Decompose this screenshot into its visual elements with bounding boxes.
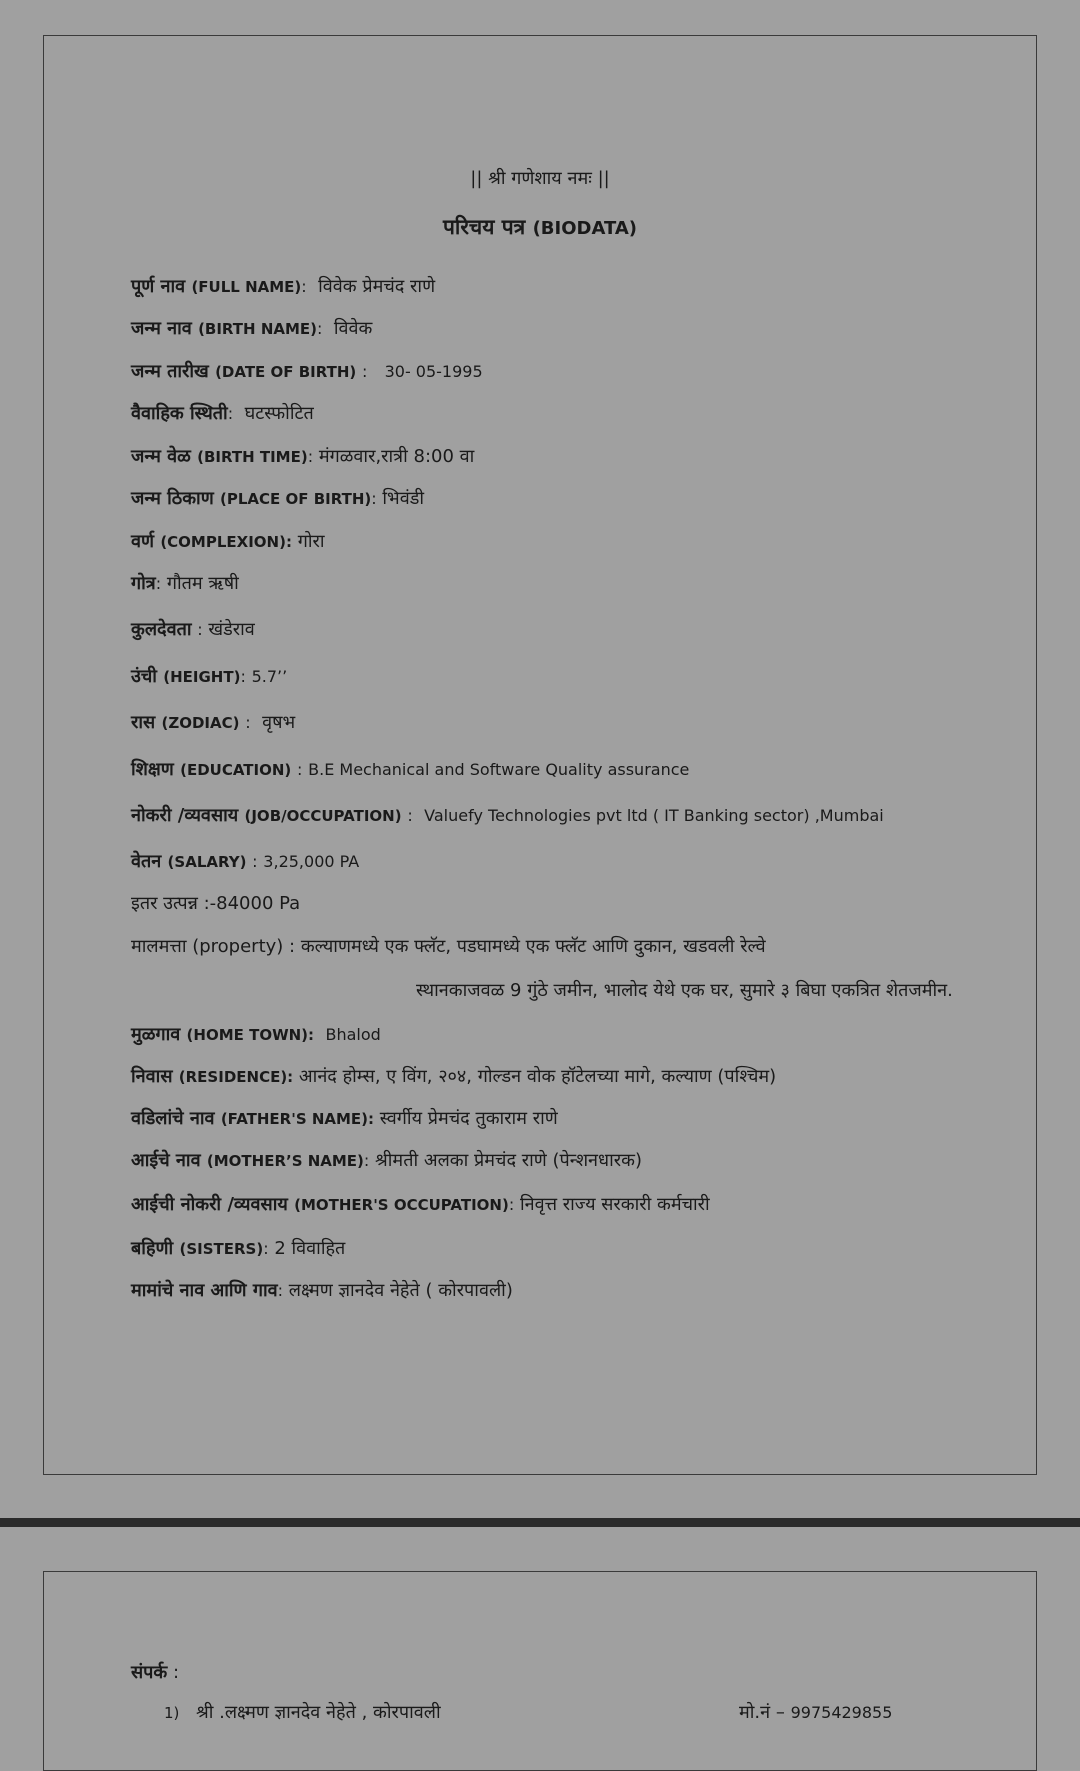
field-label-en: (COMPLEXION): [160,533,292,551]
field-label: जन्म नाव [131,318,192,339]
field-sep: : [363,1151,370,1170]
field-mother-name [131,1148,642,1174]
field-sep: : [301,277,307,296]
field-height [131,664,287,690]
field-sep: : [297,760,303,779]
field-value: इतर उत्पन्न :-84000 Pa [131,893,301,914]
field-label-en: (SISTERS) [179,1240,264,1258]
field-residence [131,1064,776,1090]
field-label: नोकरी /व्यवसाय [131,805,239,826]
field-label: आईचे नाव [131,1150,201,1171]
phone-number: 9975429855 [790,1703,893,1722]
field-label: जन्म वेळ [131,446,191,467]
field-label-en: (HOME TOWN): [186,1026,315,1044]
field-zodiac [131,710,295,736]
field-label-en: (FULL NAME) [191,278,302,296]
field-value: 3,25,000 PA [263,852,360,871]
field-sep: : [362,362,368,381]
field-value: खंडेराव [208,619,255,640]
field-place-of-birth [131,486,424,512]
field-education [131,757,689,783]
field-value: निवृत्त राज्य सरकारी कर्मचारी [519,1194,710,1215]
field-value: B.E Mechanical and Software Quality assurance [308,760,690,779]
field-value: घटस्फोटित [244,403,314,424]
field-value: विवेक प्रेमचंद राणे [318,276,436,297]
field-value: गौतम ऋषी [166,573,239,594]
field-gotra [131,571,239,597]
field-sep: : [197,620,203,639]
field-label-en: (BIRTH NAME) [198,320,318,338]
field-label-en: (DATE OF BIRTH) [215,363,357,381]
field-occupation [131,803,884,829]
field-label: पूर्ण नाव [131,276,186,297]
field-home-town [131,1022,381,1048]
phone-label: मो.नं – [739,1702,785,1723]
field-label-en: (ZODIAC) [161,714,240,732]
field-birth-name [131,316,372,342]
field-label-en: (BIRTH TIME) [197,448,308,466]
title-english: (BIODATA) [532,218,638,239]
page-separator [0,1518,1080,1527]
field-label-en: (PLACE OF BIRTH) [220,490,372,508]
contact-heading-sep: : [172,1662,180,1683]
document-title [44,213,1036,241]
field-sisters [131,1236,345,1262]
field-mother-occupation [131,1192,710,1218]
title-marathi: परिचय पत्र [442,215,526,239]
field-full-name [131,274,435,300]
field-label: वेतन [131,851,162,872]
field-father-name [131,1106,558,1132]
field-label: मुळगाव [131,1024,181,1045]
field-label: कुलदेवता [131,619,192,640]
field-label: निवास [131,1066,173,1087]
biodata-page-1 [43,35,1037,1475]
field-label: वैवाहिक स्थिती [131,403,228,424]
contact-heading-label: संपर्क [131,1662,168,1683]
field-value: भिवंडी [382,488,425,509]
field-sep: : [263,1239,269,1258]
field-label-en: (SALARY) [167,853,247,871]
field-label: वर्ण [131,531,155,552]
field-label: आईची नोकरी /व्यवसाय [131,1194,288,1215]
field-value: लक्ष्मण ज्ञानदेव नेहेते ( कोरपावली) [288,1280,513,1301]
field-value: Bhalod [325,1025,381,1044]
field-salary [131,849,359,875]
field-sep: : [245,713,251,732]
field-value: गोरा [297,531,325,552]
field-property [131,934,766,960]
field-label: वडिलांचे नाव [131,1108,215,1129]
field-date-of-birth [131,359,483,385]
field-property-continued: स्थानकाजवळ 9 गुंठे जमीन, भालोद येथे एक घर, सुमारे ३ बिघा एकत्रित शेतजमीन. [416,980,953,1001]
field-value: Valuefy Technologies pvt ltd ( IT Banking sector) ,Mumbai [424,806,884,825]
field-label-en: (FATHER'S NAME): [220,1110,375,1128]
field-complexion [131,529,325,555]
contact-heading [131,1660,179,1684]
field-label: जन्म तारीख [131,361,209,382]
field-label: बहिणी [131,1238,174,1259]
field-label: शिक्षण [131,759,174,780]
field-value: 30- 05-1995 [384,362,483,381]
field-value: 2 विवाहित [274,1238,346,1259]
field-kuldevta [131,617,255,643]
field-sep: : [307,447,314,466]
field-label: गोत्र [131,573,156,594]
field-value: विवेक [333,318,373,339]
field-value: श्रीमती अलका प्रेमचंद राणे (पेन्शनधारक) [375,1150,642,1171]
field-sep: : [508,1195,515,1214]
field-birth-time [131,444,474,470]
contact-entry-phone [739,1700,892,1724]
field-label-en: (JOB/OCCUPATION) [244,807,402,825]
field-maternal-uncle [131,1278,513,1304]
field-value: मालमत्ता (property) : कल्याणमध्ये एक फ्लॅट, पडघामध्ये एक फ्लॅट आणि दुकान, खडवली रेल्वे [131,936,766,957]
field-value: मंगळवार,रात्री 8:00 वा [318,446,475,467]
field-label-en: (MOTHER’S NAME) [206,1152,364,1170]
field-label: उंची [131,666,157,687]
field-sep: : [317,319,323,338]
field-value: आनंद होम्स, ए विंग, २०४, गोल्डन वोक हॉटेलच्या मागे, कल्याण (पश्चिम) [298,1066,777,1087]
field-label-en: (RESIDENCE): [178,1068,294,1086]
field-sep: : [277,1281,284,1300]
field-value: स्वर्गीय प्रेमचंद तुकाराम राणे [379,1108,558,1129]
contact-entry [164,1700,964,1724]
field-sep: : [252,852,258,871]
field-label-en: (HEIGHT) [163,668,241,686]
field-label-en: (EDUCATION) [180,761,292,779]
field-other-income [131,891,300,917]
field-sep: : [155,574,162,593]
field-value: 5.7’’ [251,667,288,686]
field-marital-status [131,401,314,427]
field-label: रास [131,712,156,733]
field-value: वृषभ [262,712,296,733]
contact-entry-name: श्री .लक्ष्मण ज्ञानदेव नेहेते , कोरपावली [196,1702,441,1723]
field-sep: : [407,806,413,825]
biodata-page-2 [43,1571,1037,1771]
field-sep: : [227,404,234,423]
field-sep: : [240,667,246,686]
field-label-en: (MOTHER'S OCCUPATION) [294,1196,509,1214]
contact-entry-number: 1) [164,1704,180,1722]
field-sep: : [371,489,377,508]
field-label: मामांचे नाव आणि गाव [131,1280,278,1301]
field-label: जन्म ठिकाण [131,488,214,509]
invocation-line: || श्री गणेशाय नमः || [470,168,610,189]
